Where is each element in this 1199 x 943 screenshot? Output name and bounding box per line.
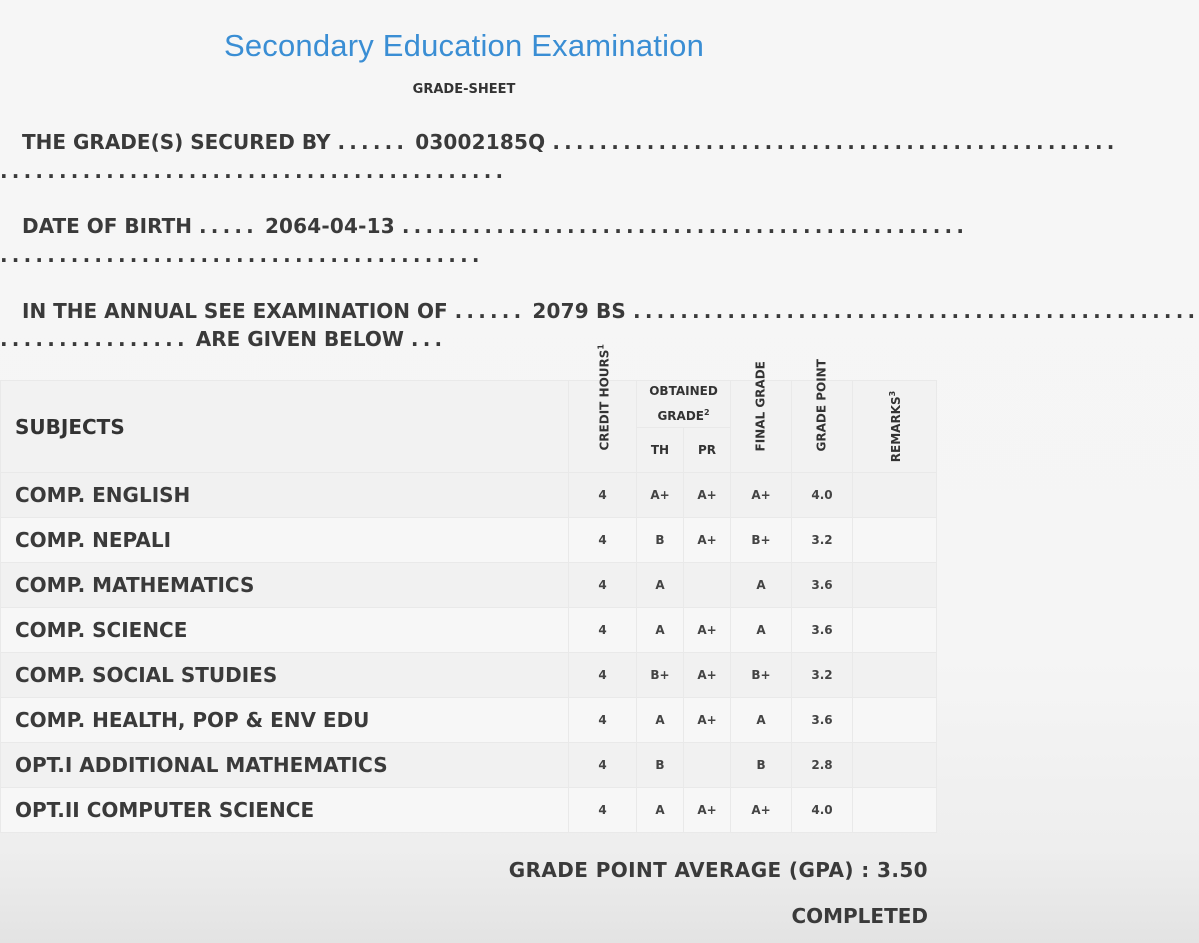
- given-below-text: ARE GIVEN BELOW: [195, 327, 404, 351]
- subject-cell: COMP. ENGLISH: [1, 473, 569, 518]
- subjects-header: SUBJECTS: [1, 381, 569, 473]
- final-grade-cell: B+: [731, 518, 792, 563]
- practical-grade-cell: A+: [684, 788, 731, 833]
- dot-leader: .....: [198, 214, 258, 238]
- gpa-summary: GRADE POINT AVERAGE (GPA) : 3.50: [508, 858, 928, 882]
- credit-hours-cell: 4: [569, 653, 637, 698]
- subject-cell: COMP. NEPALI: [1, 518, 569, 563]
- secured-by-line: [0, 128, 1119, 156]
- final-grade-cell: B: [731, 743, 792, 788]
- practical-grade-cell: A+: [684, 518, 731, 563]
- remarks-cell: [853, 653, 937, 698]
- dot-leader: ...: [410, 327, 447, 351]
- subject-cell: COMP. MATHEMATICS: [1, 563, 569, 608]
- theory-grade-cell: A: [637, 563, 684, 608]
- theory-grade-cell: A: [637, 608, 684, 653]
- dot-leader: ................: [0, 327, 189, 351]
- final-grade-cell: B+: [731, 653, 792, 698]
- remarks-header: REMARKS$^3$: [853, 381, 937, 473]
- theory-grade-cell: B+: [637, 653, 684, 698]
- remarks-cell: [853, 788, 937, 833]
- grade-point-cell: 3.6: [792, 563, 853, 608]
- subject-cell: COMP. SCIENCE: [1, 608, 569, 653]
- dot-leader-continued: .........................................: [0, 243, 484, 267]
- dob-label: DATE OF BIRTH: [22, 214, 192, 238]
- grade-point-cell: 2.8: [792, 743, 853, 788]
- theory-grade-cell: B: [637, 518, 684, 563]
- date-of-birth: 2064-04-13: [264, 214, 395, 238]
- exam-title: Secondary Education Examination: [223, 28, 705, 63]
- theory-grade-cell: B: [637, 743, 684, 788]
- remarks-cell: [853, 743, 937, 788]
- final-grade-cell: A: [731, 608, 792, 653]
- subject-cell: COMP. SOCIAL STUDIES: [1, 653, 569, 698]
- table-row: [1, 608, 937, 653]
- theory-grade-cell: A: [637, 698, 684, 743]
- table-row: [1, 563, 937, 608]
- secured-by-label: THE GRADE(S) SECURED BY: [22, 130, 331, 154]
- table-row: [1, 788, 937, 833]
- grade-point-cell: 4.0: [792, 473, 853, 518]
- grade-point-cell: 3.6: [792, 608, 853, 653]
- practical-grade-cell: [684, 563, 731, 608]
- practical-grade-cell: A+: [684, 473, 731, 518]
- remarks-cell: [853, 563, 937, 608]
- dot-leader: ......: [454, 299, 526, 323]
- grades-table: [0, 344, 937, 833]
- practical-grade-cell: [684, 743, 731, 788]
- credit-hours-cell: 4: [569, 608, 637, 653]
- given-below-line: [0, 325, 446, 353]
- credit-hours-cell: 4: [569, 473, 637, 518]
- final-grade-cell: A: [731, 563, 792, 608]
- credit-hours-header: CREDIT HOURS$^1$: [569, 381, 637, 473]
- exam-year: 2079 BS: [532, 299, 627, 323]
- dob-line: [0, 212, 969, 240]
- final-grade-cell: A: [731, 698, 792, 743]
- pr-header: PR: [684, 428, 731, 473]
- subject-cell: OPT.I ADDITIONAL MATHEMATICS: [1, 743, 569, 788]
- grade-point-cell: 4.0: [792, 788, 853, 833]
- th-header: TH: [637, 428, 684, 473]
- exam-label: IN THE ANNUAL SEE EXAMINATION OF: [22, 299, 448, 323]
- dot-leader: ................................................: [401, 214, 969, 238]
- table-row: [1, 653, 937, 698]
- practical-grade-cell: A+: [684, 608, 731, 653]
- final-grade-header: FINAL GRADE: [731, 381, 792, 473]
- exam-line: [0, 297, 1199, 325]
- remarks-cell: [853, 698, 937, 743]
- symbol-number: 03002185Q: [415, 130, 546, 154]
- final-grade-cell: A+: [731, 788, 792, 833]
- table-row: [1, 698, 937, 743]
- credit-hours-cell: 4: [569, 698, 637, 743]
- dot-leader: ................................................: [633, 299, 1199, 323]
- table-row: [1, 743, 937, 788]
- dot-leader: ................................................: [552, 130, 1119, 154]
- grade-point-cell: 3.2: [792, 518, 853, 563]
- remarks-cell: [853, 473, 937, 518]
- grade-point-cell: 3.6: [792, 698, 853, 743]
- credit-hours-cell: 4: [569, 563, 637, 608]
- remarks-cell: [853, 608, 937, 653]
- credit-hours-cell: 4: [569, 518, 637, 563]
- subject-cell: COMP. HEALTH, POP & ENV EDU: [1, 698, 569, 743]
- theory-grade-cell: A+: [637, 473, 684, 518]
- credit-hours-cell: 4: [569, 788, 637, 833]
- result-status: COMPLETED: [791, 904, 928, 928]
- practical-grade-cell: A+: [684, 698, 731, 743]
- obtained-grade-header: OBTAINED GRADE$^2$: [637, 381, 731, 428]
- theory-grade-cell: A: [637, 788, 684, 833]
- subject-cell: OPT.II COMPUTER SCIENCE: [1, 788, 569, 833]
- grade-point-header: GRADE POINT: [792, 381, 853, 473]
- grade-point-cell: 3.2: [792, 653, 853, 698]
- practical-grade-cell: A+: [684, 653, 731, 698]
- table-row: [1, 518, 937, 563]
- remarks-cell: [853, 518, 937, 563]
- final-grade-cell: A+: [731, 473, 792, 518]
- table-row: [1, 473, 937, 518]
- dot-leader: ......: [337, 130, 409, 154]
- dot-leader-continued: ...........................................: [0, 159, 508, 183]
- grade-sheet-subtitle: GRADE-SHEET: [412, 82, 516, 97]
- credit-hours-cell: 4: [569, 743, 637, 788]
